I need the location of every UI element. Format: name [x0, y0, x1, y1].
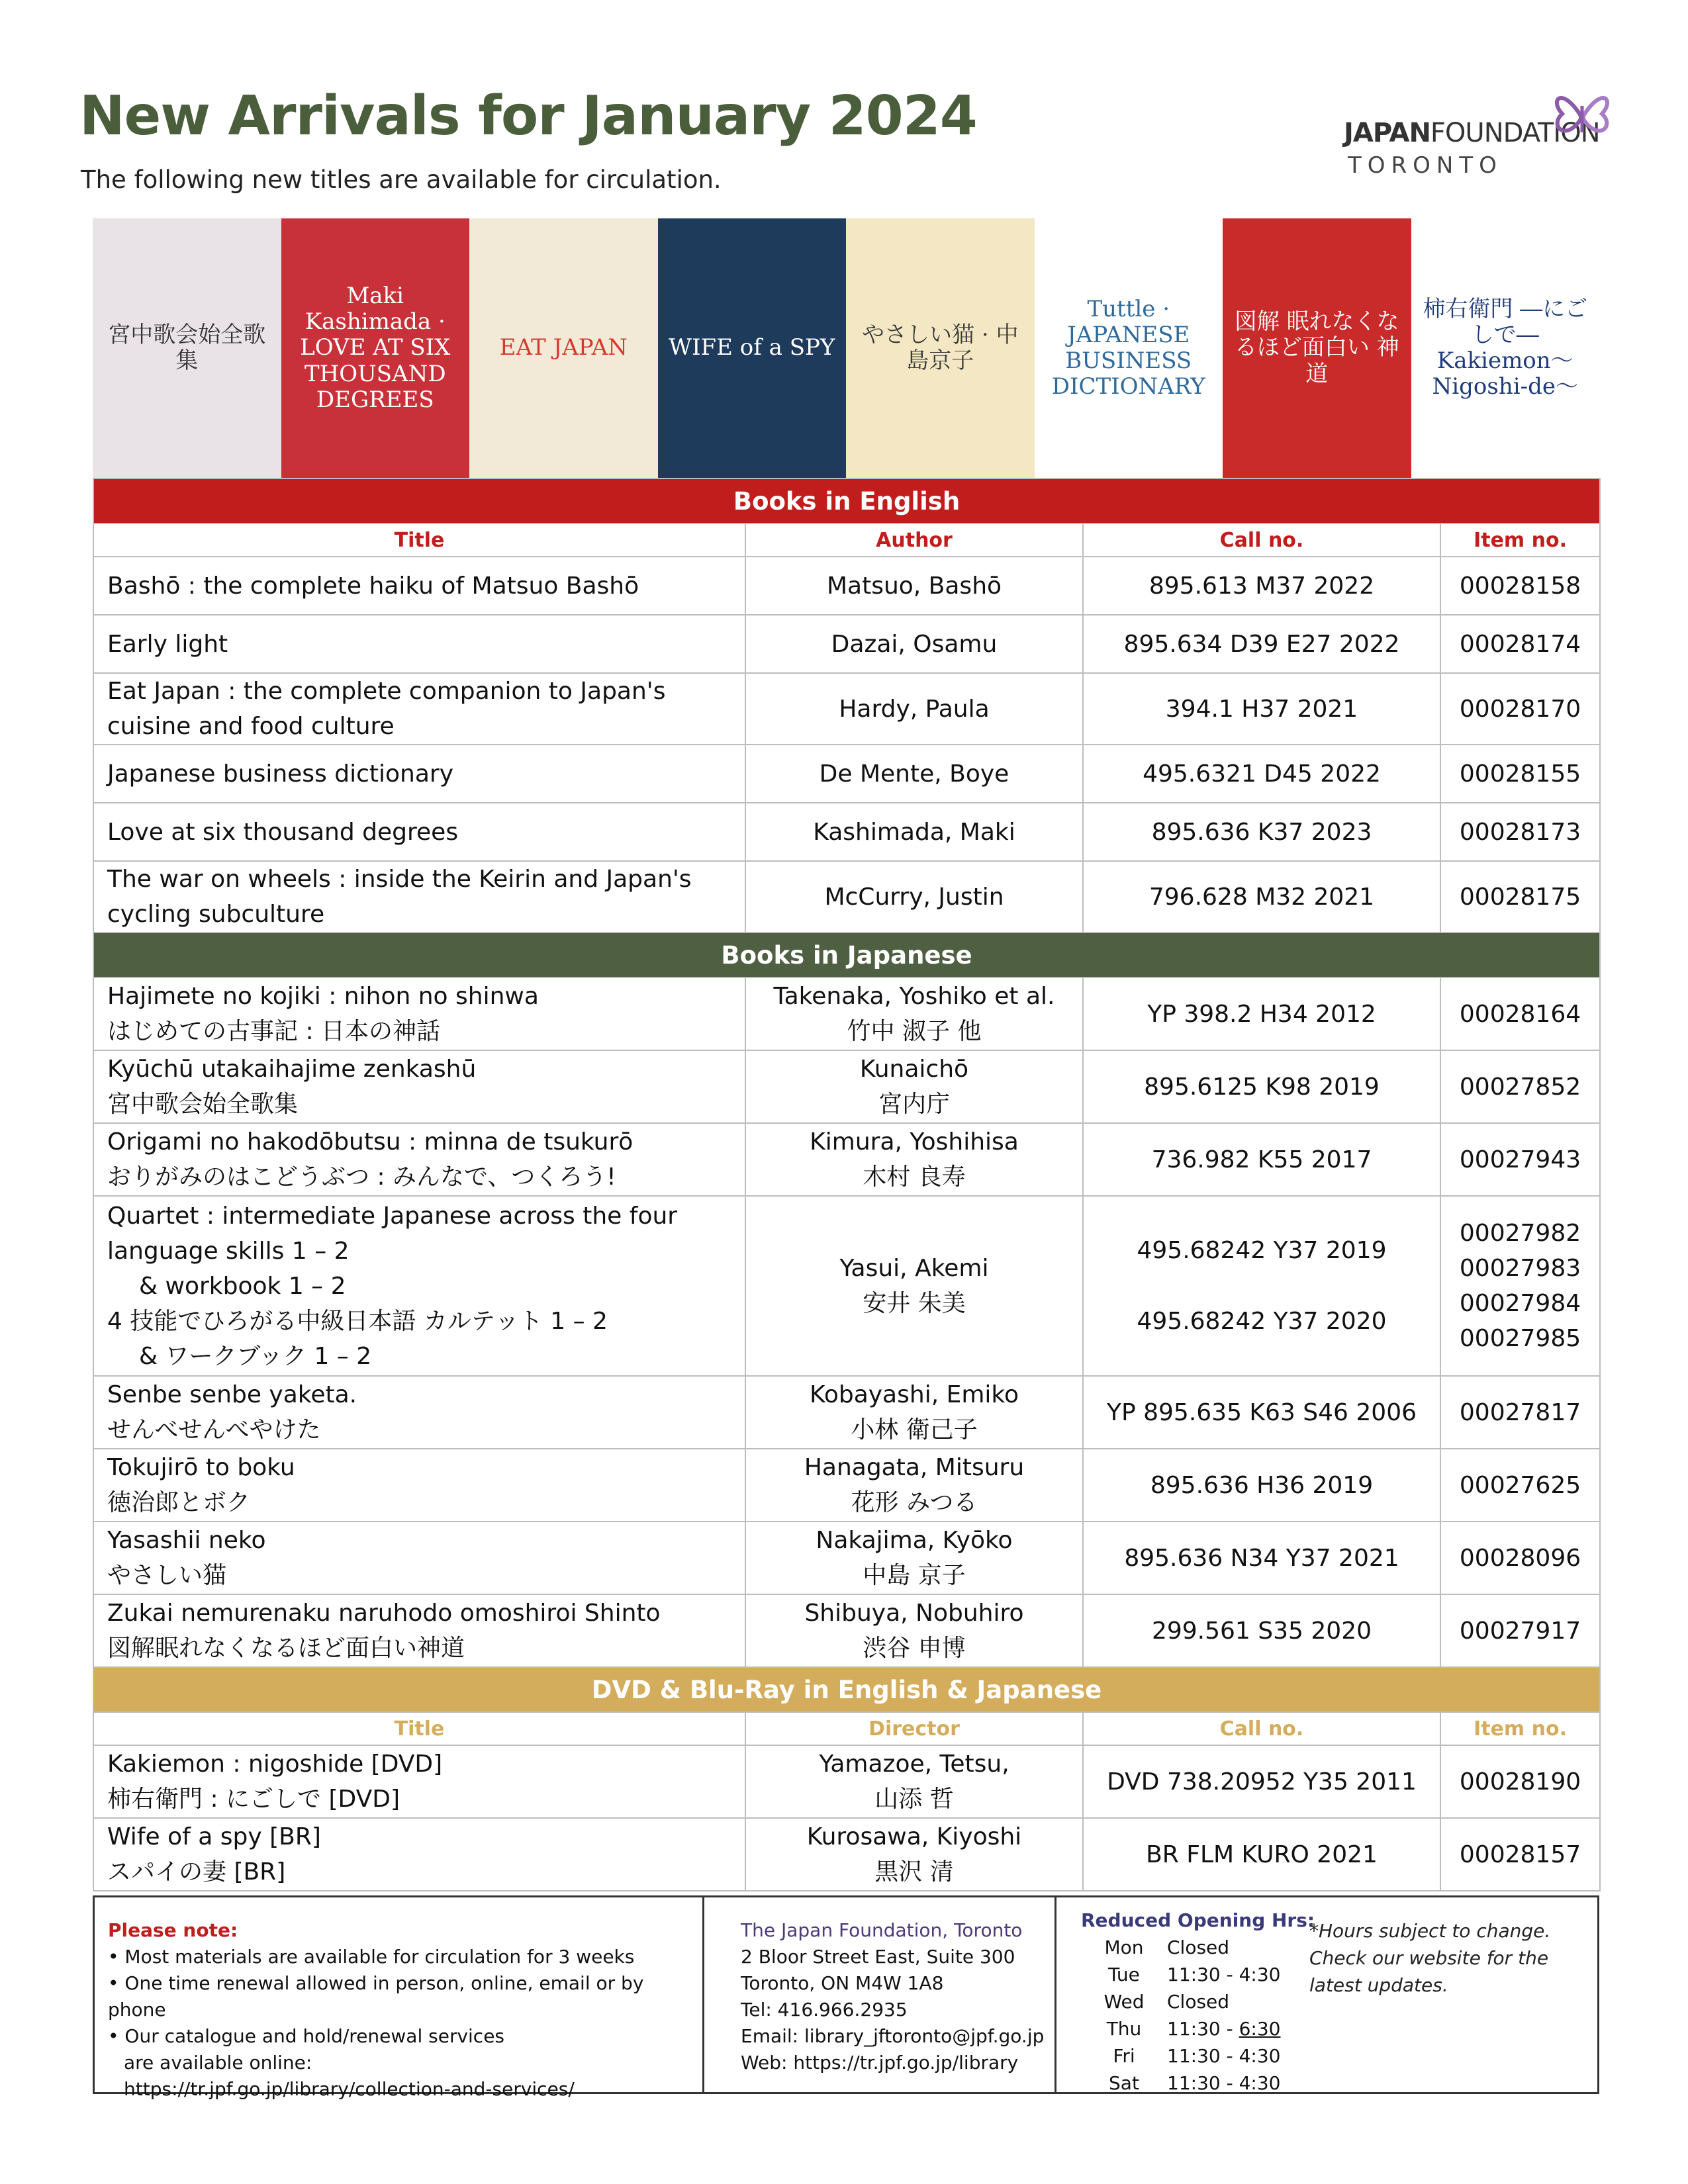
- book-title: Origami no hakodōbutsu : minna de tsukurō おりがみのはこどうぶつ : みんなで、つくろう!: [93, 1123, 745, 1196]
- book-author: McCurry, Justin: [745, 861, 1083, 933]
- table-row: [93, 1449, 1600, 1522]
- item-number: 00027817: [1440, 1376, 1600, 1449]
- table-row: [93, 1818, 1600, 1891]
- cover-image: 柿右衛門 ―にごしで― Kakiemon～Nigoshi-de～: [1411, 218, 1600, 478]
- hours-row: Wed Closed: [1103, 1991, 1230, 2013]
- cover-image: 図解 眠れなくなるほど面白い 神道: [1223, 218, 1411, 478]
- item-number: 00028096: [1440, 1522, 1600, 1594]
- call-number: 895.636 H36 2019: [1083, 1449, 1440, 1522]
- arrivals-table: [93, 218, 1599, 1891]
- dvd-director: Yamazoe, Tetsu, 山添 哲: [745, 1745, 1083, 1818]
- book-title: The war on wheels : inside the Keirin and Japan's cycling subculture: [93, 861, 745, 933]
- call-number: 895.6125 K98 2019: [1083, 1050, 1440, 1123]
- book-author: Nakajima, Kyōko 中島 京子: [745, 1522, 1083, 1594]
- book-title: Zukai nemurenaku naruhodo omoshiroi Shinto 図解眠れなくなるほど面白い神道: [93, 1594, 745, 1667]
- catalogue-link[interactable]: https://tr.jpf.go.jp/library/collection-and-services/: [124, 2078, 575, 2100]
- book-title: Love at six thousand degrees: [93, 803, 745, 861]
- section-header-japanese: Books in Japanese: [93, 933, 1600, 978]
- call-number: YP 398.2 H34 2012: [1083, 978, 1440, 1050]
- item-number: 00027982 00027983 00027984 00027985: [1440, 1196, 1600, 1376]
- address-line: Toronto, ON M4W 1A8: [741, 1972, 944, 1994]
- hours-row: Sat 11:30 - 4:30: [1109, 2072, 1281, 2094]
- book-author: Dazai, Osamu: [745, 615, 1083, 673]
- table-row: [93, 615, 1600, 673]
- column-header-call: Call no.: [1083, 1712, 1440, 1745]
- book-title: Japanese business dictionary: [93, 745, 745, 803]
- column-header-item: Item no.: [1440, 523, 1600, 557]
- book-author: Kobayashi, Emiko 小林 衛己子: [745, 1376, 1083, 1449]
- hours-caveat: *Hours subject to change. Check our website for the latest updates.: [1309, 1920, 1551, 1996]
- call-number: 895.634 D39 E27 2022: [1083, 615, 1440, 673]
- hours-row: Fri 11:30 - 4:30: [1113, 2045, 1281, 2067]
- call-number: 895.636 K37 2023: [1083, 803, 1440, 861]
- titles-table: [93, 478, 1601, 1891]
- item-number: 00027852: [1440, 1050, 1600, 1123]
- item-number: 00028174: [1440, 615, 1600, 673]
- opening-hours: [1081, 1907, 1346, 2097]
- table-row: [93, 1123, 1600, 1196]
- call-number: 895.636 N34 Y37 2021: [1083, 1522, 1440, 1594]
- table-row: [93, 1594, 1600, 1667]
- item-number: 00028173: [1440, 803, 1600, 861]
- note-item: • Our catalogue and hold/renewal services: [108, 2025, 505, 2047]
- note-item: • Most materials are available for circulation for 3 weeks: [108, 1946, 635, 1968]
- book-title: Quartet : intermediate Japanese across the four language skills 1 – 2 & workbook 1 – 2 4 技能でひろがる中級日本語 カルテット 1 – 2 & ワークブック 1 – 2: [93, 1196, 745, 1376]
- cover-strip: [93, 218, 1599, 478]
- book-title: Senbe senbe yaketa. せんべせんべやけた: [93, 1376, 745, 1449]
- cover-image: やさしい猫 · 中島京子: [846, 218, 1035, 478]
- item-number: 00028175: [1440, 861, 1600, 933]
- item-number: 00028190: [1440, 1745, 1600, 1818]
- call-number: 299.561 S35 2020: [1083, 1594, 1440, 1667]
- table-row: [93, 745, 1600, 803]
- book-author: Takenaka, Yoshiko et al. 竹中 淑子 他: [745, 978, 1083, 1050]
- column-header-item: Item no.: [1440, 1712, 1600, 1745]
- section-header-dvd: DVD & Blu-Ray in English & Japanese: [93, 1667, 1600, 1712]
- item-number: 00028155: [1440, 745, 1600, 803]
- dvd-title: Wife of a spy [BR] スパイの妻 [BR]: [93, 1818, 745, 1891]
- book-author: Kashimada, Maki: [745, 803, 1083, 861]
- book-author: Matsuo, Bashō: [745, 557, 1083, 615]
- logo-city: TORONTO: [1348, 152, 1503, 179]
- item-number: 00028164: [1440, 978, 1600, 1050]
- item-number: 00027943: [1440, 1123, 1600, 1196]
- book-author: Shibuya, Nobuhiro 渋谷 申博: [745, 1594, 1083, 1667]
- logo-wordmark: JAPANFOUNDATION: [1344, 118, 1600, 148]
- table-row: [93, 1050, 1600, 1123]
- hours-row: Thu 11:30 - 6:30: [1106, 2018, 1281, 2040]
- note-item: • One time renewal allowed in person, online, email or by phone: [108, 1972, 644, 2021]
- footer-info-box: [93, 1895, 1599, 2100]
- cover-image: 宮中歌会始全歌集: [93, 218, 281, 478]
- dvd-title: Kakiemon : nigoshide [DVD] 柿右衛門 : にごしで [DVD]: [93, 1745, 745, 1818]
- item-number: 00027625: [1440, 1449, 1600, 1522]
- book-title: Early light: [93, 615, 745, 673]
- column-header-title: Title: [93, 523, 745, 557]
- book-title: Yasashii neko やさしい猫: [93, 1522, 745, 1594]
- column-header-author: Author: [745, 523, 1083, 557]
- call-number: 495.68242 Y37 2019 495.68242 Y37 2020: [1083, 1196, 1440, 1376]
- note-heading: Please note:: [108, 1919, 238, 1941]
- call-number: 796.628 M32 2021: [1083, 861, 1440, 933]
- book-title: Hajimete no kojiki : nihon no shinwa はじめての古事記 : 日本の神話: [93, 978, 745, 1050]
- table-row: [93, 1745, 1600, 1818]
- hours-row: Mon Closed: [1104, 1936, 1230, 1958]
- web-link[interactable]: Web: https://tr.jpf.go.jp/library: [741, 2052, 1019, 2073]
- note-item: are available online:: [124, 2052, 312, 2073]
- book-author: Yasui, Akemi 安井 朱美: [745, 1196, 1083, 1376]
- call-number: DVD 738.20952 Y35 2011: [1083, 1745, 1440, 1818]
- email-link[interactable]: Email: library_jftoronto@jpf.go.jp: [741, 2025, 1045, 2047]
- table-row: [93, 557, 1600, 615]
- book-title: Eat Japan : the complete companion to Japan's cuisine and food culture: [93, 673, 745, 745]
- cover-image: Tuttle · JAPANESE BUSINESS DICTIONARY: [1035, 218, 1223, 478]
- call-number: 394.1 H37 2021: [1083, 673, 1440, 745]
- book-author: Kunaichō 宮内庁: [745, 1050, 1083, 1123]
- call-number: 736.982 K55 2017: [1083, 1123, 1440, 1196]
- book-author: Kimura, Yoshihisa 木村 良寿: [745, 1123, 1083, 1196]
- japan-foundation-logo: [1344, 79, 1615, 179]
- org-name: The Japan Foundation, Toronto: [741, 1919, 1023, 1941]
- book-author: Hanagata, Mitsuru 花形 みつる: [745, 1449, 1083, 1522]
- please-note: [108, 1917, 704, 2103]
- table-row: [93, 803, 1600, 861]
- divider: [1055, 1897, 1056, 2094]
- table-row: [93, 1522, 1600, 1594]
- column-header-title: Title: [93, 1712, 745, 1745]
- butterfly-logo-icon: [1549, 79, 1615, 152]
- book-title: Kyūchū utakaihajime zenkashū 宮中歌会始全歌集: [93, 1050, 745, 1123]
- item-number: 00028170: [1440, 673, 1600, 745]
- table-row: [93, 861, 1600, 933]
- call-number: YP 895.635 K63 S46 2006: [1083, 1376, 1440, 1449]
- cover-image: WIFE of a SPY: [658, 218, 847, 478]
- book-title: Tokujirō to boku 徳治郎とボク: [93, 1449, 745, 1522]
- call-number: BR FLM KURO 2021: [1083, 1818, 1440, 1891]
- section-header-english: Books in English: [93, 478, 1600, 523]
- item-number: 00028158: [1440, 557, 1600, 615]
- column-header-director: Director: [745, 1712, 1083, 1745]
- contact-address: [741, 1917, 1045, 2076]
- hours-heading: Reduced Opening Hrs:: [1081, 1909, 1315, 1931]
- call-number: 895.613 M37 2022: [1083, 557, 1440, 615]
- page-title: New Arrivals for January 2024: [79, 85, 977, 148]
- table-row: [93, 1196, 1600, 1376]
- cover-image: EAT JAPAN: [469, 218, 658, 478]
- book-author: Hardy, Paula: [745, 673, 1083, 745]
- page-subtitle: The following new titles are available for circulation.: [81, 165, 722, 194]
- column-header-call: Call no.: [1083, 523, 1440, 557]
- hours-row: Tue 11:30 - 4:30: [1108, 1964, 1281, 1985]
- cover-image: Maki Kashimada · LOVE AT SIX THOUSAND DEGREES: [281, 218, 470, 478]
- book-title: Bashō : the complete haiku of Matsuo Bashō: [93, 557, 745, 615]
- item-number: 00027917: [1440, 1594, 1600, 1667]
- table-row: [93, 673, 1600, 745]
- item-number: 00028157: [1440, 1818, 1600, 1891]
- table-row: [93, 978, 1600, 1050]
- table-row: [93, 1376, 1600, 1449]
- divider: [702, 1897, 704, 2094]
- phone: Tel: 416.966.2935: [741, 1999, 908, 2021]
- dvd-director: Kurosawa, Kiyoshi 黒沢 清: [745, 1818, 1083, 1891]
- call-number: 495.6321 D45 2022: [1083, 745, 1440, 803]
- book-author: De Mente, Boye: [745, 745, 1083, 803]
- address-line: 2 Bloor Street East, Suite 300: [741, 1946, 1015, 1968]
